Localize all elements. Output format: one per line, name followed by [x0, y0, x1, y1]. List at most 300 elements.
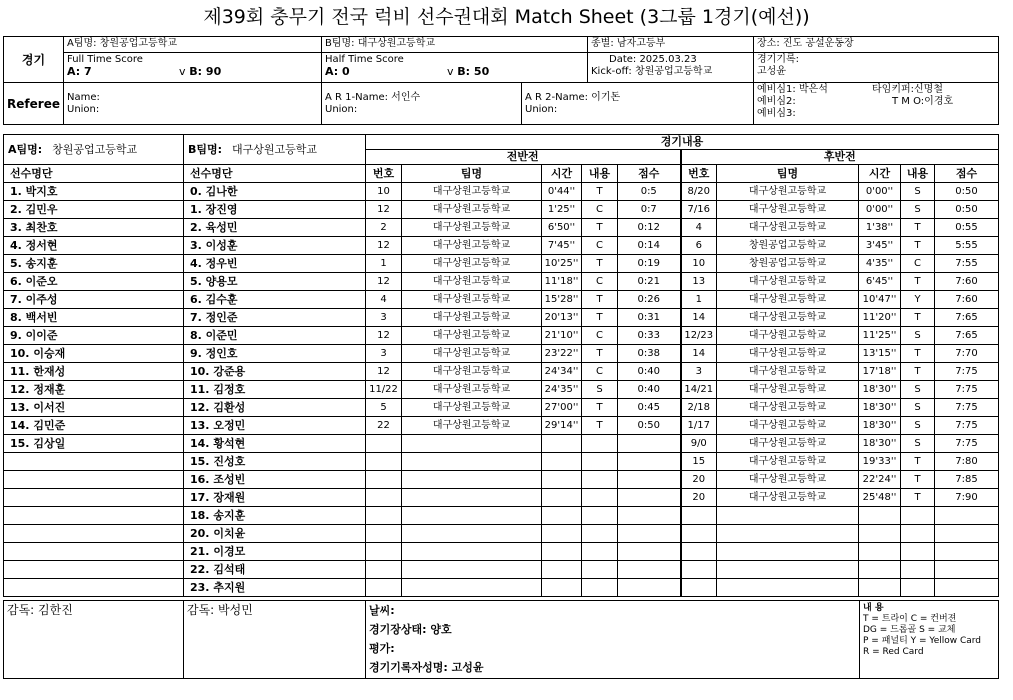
second-half-team	[717, 525, 859, 543]
table-row	[4, 471, 999, 489]
reserve-1: 예비심1: 박은석	[757, 84, 828, 95]
first-half-team	[402, 561, 542, 579]
player-b: 17. 장재원	[184, 489, 366, 507]
first-half-no	[366, 435, 402, 453]
legend-line: DG = 드롭골 S = 교체	[863, 625, 956, 635]
player-b: 13. 오정민	[184, 417, 366, 435]
first-half-time	[542, 471, 582, 489]
second-half-type: C	[901, 255, 935, 273]
first-half-type	[582, 471, 618, 489]
match-sheet-table	[3, 134, 999, 597]
match-header-table	[3, 36, 999, 125]
first-half-time	[542, 507, 582, 525]
player-b: 10. 강준용	[184, 363, 366, 381]
match-date: Date: 2025.03.23	[609, 54, 697, 65]
second-half-score: 7:65	[935, 309, 999, 327]
ar2-union: Union:	[525, 103, 558, 115]
col-no: 번호	[366, 165, 402, 183]
player-b: 12. 김환성	[184, 399, 366, 417]
second-half-no	[681, 525, 717, 543]
player-a	[4, 453, 184, 471]
first-half-type: C	[582, 363, 618, 381]
player-b: 22. 김석태	[184, 561, 366, 579]
player-a: 9. 이이준	[4, 327, 184, 345]
second-half-type: Y	[901, 291, 935, 309]
table-row	[4, 291, 999, 309]
second-half-time	[859, 579, 901, 597]
first-half-no	[366, 579, 402, 597]
category: 종별: 남자고등부	[588, 37, 754, 53]
coach-b: 감독: 박성민	[187, 603, 253, 617]
legend-line: R = Red Card	[863, 647, 924, 657]
first-half-time: 24'35''	[542, 381, 582, 399]
second-half-type	[901, 561, 935, 579]
first-half-score: 0:21	[618, 273, 681, 291]
second-half-score: 7:90	[935, 489, 999, 507]
header-team-a-name: 창원공업고등학교	[99, 38, 177, 49]
second-half-team: 대구상원고등학교	[717, 291, 859, 309]
conditions-cell	[366, 601, 860, 679]
second-half-header: 후반전	[681, 150, 999, 165]
first-half-score	[618, 579, 681, 597]
first-half-type: T	[582, 309, 618, 327]
second-half-type: T	[901, 219, 935, 237]
header-team-b-name: 대구상원고등학교	[357, 38, 436, 49]
first-half-score	[618, 561, 681, 579]
first-half-no	[366, 543, 402, 561]
second-half-time: 0'00''	[859, 201, 901, 219]
first-half-score: 0:45	[618, 399, 681, 417]
table-row	[4, 219, 999, 237]
second-half-score: 0:50	[935, 201, 999, 219]
full-vs: v	[178, 65, 186, 78]
first-half-no: 5	[366, 399, 402, 417]
first-half-score: 0:12	[618, 219, 681, 237]
evaluation: 평가:	[369, 642, 395, 655]
col-type: 내용	[582, 165, 618, 183]
first-half-team	[402, 579, 542, 597]
second-half-no: 20	[681, 489, 717, 507]
second-half-score: 7:75	[935, 363, 999, 381]
second-half-team: 대구상원고등학교	[717, 489, 859, 507]
player-b: 8. 이준민	[184, 327, 366, 345]
table-row	[4, 201, 999, 219]
second-half-no: 14	[681, 345, 717, 363]
second-half-score	[935, 543, 999, 561]
first-half-time: 29'14''	[542, 417, 582, 435]
second-half-team: 대구상원고등학교	[717, 273, 859, 291]
second-half-no: 6	[681, 237, 717, 255]
second-half-no	[681, 561, 717, 579]
half-vs: v	[446, 65, 454, 78]
second-half-team: 대구상원고등학교	[717, 219, 859, 237]
first-half-team: 대구상원고등학교	[402, 363, 542, 381]
second-half-no: 14/21	[681, 381, 717, 399]
player-b: 15. 진성호	[184, 453, 366, 471]
second-half-no: 1	[681, 291, 717, 309]
first-half-type	[582, 543, 618, 561]
second-half-no: 2/18	[681, 399, 717, 417]
player-a: 4. 정서현	[4, 237, 184, 255]
coach-a: 감독: 김한진	[7, 603, 73, 617]
timekeeper: 타임키퍼:신명철	[872, 84, 943, 95]
weather: 날씨:	[369, 604, 395, 617]
first-half-type	[582, 507, 618, 525]
legend-line: P = 패널티 Y = Yellow Card	[863, 636, 982, 646]
table-row	[4, 255, 999, 273]
second-half-team: 대구상원고등학교	[717, 453, 859, 471]
second-half-time: 3'45''	[859, 237, 901, 255]
half-time-score	[322, 53, 588, 83]
player-a	[4, 579, 184, 597]
first-half-score: 0:14	[618, 237, 681, 255]
page-title: 제39회 충무기 전국 럭비 선수권대회 Match Sheet (3그룹 1경기(예선))	[203, 6, 810, 28]
first-half-no: 12	[366, 237, 402, 255]
first-half-time	[542, 525, 582, 543]
player-a: 6. 이준오	[4, 273, 184, 291]
coach-a-cell	[4, 601, 184, 679]
second-half-team	[717, 507, 859, 525]
team-b-cell: B팀명: 대구상원고등학교	[184, 135, 366, 165]
first-half-team: 대구상원고등학교	[402, 309, 542, 327]
table-row	[4, 345, 999, 363]
first-half-score: 0:31	[618, 309, 681, 327]
first-half-type: T	[582, 183, 618, 201]
second-half-team	[717, 579, 859, 597]
first-half-team	[402, 453, 542, 471]
first-half-no: 1	[366, 255, 402, 273]
second-half-score: 7:80	[935, 453, 999, 471]
first-half-score: 0:50	[618, 417, 681, 435]
second-half-no: 10	[681, 255, 717, 273]
first-half-type: T	[582, 399, 618, 417]
first-half-time: 23'22''	[542, 345, 582, 363]
second-half-time: 0'00''	[859, 183, 901, 201]
second-half-score: 7:60	[935, 273, 999, 291]
first-half-type: T	[582, 291, 618, 309]
col-type-2: 내용	[901, 165, 935, 183]
first-half-score	[618, 471, 681, 489]
first-half-team: 대구상원고등학교	[402, 417, 542, 435]
player-b: 16. 조성빈	[184, 471, 366, 489]
table-row	[4, 183, 999, 201]
player-a: 11. 한재성	[4, 363, 184, 381]
player-a	[4, 543, 184, 561]
first-half-no: 4	[366, 291, 402, 309]
second-half-type	[901, 579, 935, 597]
player-b: 2. 육성민	[184, 219, 366, 237]
first-half-type: C	[582, 201, 618, 219]
second-half-type: T	[901, 345, 935, 363]
first-half-score	[618, 435, 681, 453]
table-row	[4, 237, 999, 255]
player-b: 18. 송지훈	[184, 507, 366, 525]
first-half-type	[582, 525, 618, 543]
player-b: 9. 정인호	[184, 345, 366, 363]
second-half-score	[935, 579, 999, 597]
first-half-time: 21'10''	[542, 327, 582, 345]
reserve-3: 예비심3:	[757, 108, 796, 119]
first-half-no: 2	[366, 219, 402, 237]
first-half-type	[582, 579, 618, 597]
second-half-time: 25'48''	[859, 489, 901, 507]
second-half-no: 15	[681, 453, 717, 471]
first-half-time: 7'45''	[542, 237, 582, 255]
full-score-b: B: 90	[189, 65, 222, 78]
player-a	[4, 471, 184, 489]
first-half-type: T	[582, 345, 618, 363]
first-half-type: T	[582, 255, 618, 273]
second-half-score: 7:75	[935, 435, 999, 453]
player-a: 5. 송지훈	[4, 255, 184, 273]
col-team-2: 팀명	[717, 165, 859, 183]
first-half-time: 27'00''	[542, 399, 582, 417]
legend-line: T = 트라이 C = 컨버젼	[863, 614, 957, 624]
second-half-time: 13'15''	[859, 345, 901, 363]
first-half-team: 대구상원고등학교	[402, 201, 542, 219]
first-half-score: 0:40	[618, 381, 681, 399]
second-half-type: T	[901, 453, 935, 471]
first-half-time: 10'25''	[542, 255, 582, 273]
second-half-time: 18'30''	[859, 381, 901, 399]
first-half-no: 10	[366, 183, 402, 201]
col-score: 점수	[618, 165, 681, 183]
player-a	[4, 561, 184, 579]
first-half-type: T	[582, 219, 618, 237]
first-half-type: S	[582, 381, 618, 399]
second-half-time	[859, 507, 901, 525]
ar2-name: A R 2-Name: 이기돈	[525, 91, 621, 103]
second-half-time: 11'25''	[859, 327, 901, 345]
first-half-score: 0:40	[618, 363, 681, 381]
table-row	[4, 309, 999, 327]
first-half-type: T	[582, 417, 618, 435]
first-half-team	[402, 525, 542, 543]
first-half-time: 11'18''	[542, 273, 582, 291]
second-half-no: 14	[681, 309, 717, 327]
first-half-type	[582, 561, 618, 579]
first-half-header: 전반전	[366, 150, 681, 165]
second-half-team: 대구상원고등학교	[717, 309, 859, 327]
second-half-score: 7:65	[935, 327, 999, 345]
table-row	[4, 327, 999, 345]
table-row	[4, 579, 999, 597]
first-half-no: 22	[366, 417, 402, 435]
table-row	[4, 525, 999, 543]
first-half-team: 대구상원고등학교	[402, 219, 542, 237]
first-half-no	[366, 453, 402, 471]
player-a	[4, 489, 184, 507]
date-kickoff	[588, 53, 754, 83]
player-b: 3. 이성훈	[184, 237, 366, 255]
second-half-type: S	[901, 381, 935, 399]
second-half-type: S	[901, 417, 935, 435]
second-half-team: 대구상원고등학교	[717, 183, 859, 201]
table-row	[4, 381, 999, 399]
record-keeper: 경기기록자성명: 고성윤	[369, 661, 484, 674]
first-half-type	[582, 489, 618, 507]
first-half-no	[366, 489, 402, 507]
second-half-score: 7:70	[935, 345, 999, 363]
first-half-no: 12	[366, 327, 402, 345]
second-half-no: 7/16	[681, 201, 717, 219]
player-a: 7. 이주성	[4, 291, 184, 309]
first-half-team: 대구상원고등학교	[402, 381, 542, 399]
first-half-no: 3	[366, 345, 402, 363]
second-half-time	[859, 525, 901, 543]
first-half-type	[582, 435, 618, 453]
second-half-time: 10'47''	[859, 291, 901, 309]
second-half-no: 20	[681, 471, 717, 489]
first-half-time	[542, 435, 582, 453]
first-half-type	[582, 453, 618, 471]
second-half-score	[935, 561, 999, 579]
second-half-type: S	[901, 399, 935, 417]
second-half-time: 18'30''	[859, 417, 901, 435]
roster-a-header: 선수명단	[4, 165, 184, 183]
first-half-score: 0:33	[618, 327, 681, 345]
second-half-type: S	[901, 327, 935, 345]
second-half-score: 7:60	[935, 291, 999, 309]
first-half-no: 3	[366, 309, 402, 327]
col-time-2: 시간	[859, 165, 901, 183]
first-half-type: C	[582, 237, 618, 255]
first-half-score: 0:7	[618, 201, 681, 219]
ar2-cell	[522, 83, 754, 125]
second-half-score: 0:50	[935, 183, 999, 201]
player-a: 3. 최찬호	[4, 219, 184, 237]
first-half-no: 12	[366, 363, 402, 381]
team-b-name: 대구상원고등학교	[232, 143, 318, 156]
legend-title: 내 용	[863, 603, 884, 613]
first-half-no: 11/22	[366, 381, 402, 399]
player-a: 8. 백서빈	[4, 309, 184, 327]
player-a	[4, 507, 184, 525]
first-half-score: 0:19	[618, 255, 681, 273]
second-half-team	[717, 543, 859, 561]
second-half-type	[901, 507, 935, 525]
second-half-team	[717, 561, 859, 579]
first-half-type: C	[582, 327, 618, 345]
second-half-no: 8/20	[681, 183, 717, 201]
second-half-team: 대구상원고등학교	[717, 435, 859, 453]
second-half-type: S	[901, 435, 935, 453]
first-half-team: 대구상원고등학교	[402, 345, 542, 363]
first-half-time: 6'50''	[542, 219, 582, 237]
recorder-label: 경기기록:	[757, 54, 800, 65]
first-half-team	[402, 489, 542, 507]
first-half-type: C	[582, 273, 618, 291]
reserve-2: 예비심2:	[757, 96, 796, 107]
second-half-type: S	[901, 183, 935, 201]
first-half-time: 0'44''	[542, 183, 582, 201]
player-a	[4, 525, 184, 543]
roster-b-header: 선수명단	[184, 165, 366, 183]
legend-cell	[860, 601, 999, 679]
second-half-team: 대구상원고등학교	[717, 363, 859, 381]
content-header: 경기내용	[366, 135, 999, 150]
second-half-team: 대구상원고등학교	[717, 327, 859, 345]
col-score-2: 점수	[935, 165, 999, 183]
first-half-team: 대구상원고등학교	[402, 273, 542, 291]
first-half-team: 대구상원고등학교	[402, 255, 542, 273]
first-half-team	[402, 435, 542, 453]
second-half-score: 7:85	[935, 471, 999, 489]
first-half-no	[366, 507, 402, 525]
second-half-type: S	[901, 201, 935, 219]
second-half-type: T	[901, 489, 935, 507]
table-row	[4, 399, 999, 417]
second-half-time: 22'24''	[859, 471, 901, 489]
team-a-name: 창원공업고등학교	[52, 143, 138, 156]
ar1-name: A R 1-Name: 서인수	[325, 91, 421, 103]
first-half-team: 대구상원고등학교	[402, 399, 542, 417]
second-half-score: 7:75	[935, 381, 999, 399]
second-half-score: 7:75	[935, 399, 999, 417]
second-half-no: 9/0	[681, 435, 717, 453]
first-half-score	[618, 525, 681, 543]
first-half-time: 1'25''	[542, 201, 582, 219]
first-half-time: 24'34''	[542, 363, 582, 381]
first-half-no: 12	[366, 273, 402, 291]
second-half-no: 3	[681, 363, 717, 381]
second-half-team: 창원공업고등학교	[717, 237, 859, 255]
full-time-label: Full Time Score	[67, 54, 143, 65]
second-half-type: T	[901, 273, 935, 291]
half-time-label: Half Time Score	[325, 54, 404, 65]
second-half-no: 13	[681, 273, 717, 291]
first-half-time	[542, 453, 582, 471]
half-score-a: A: 0	[325, 65, 350, 78]
player-b: 0. 김나한	[184, 183, 366, 201]
team-a-cell: A팀명: 창원공업고등학교	[4, 135, 184, 165]
full-time-score	[64, 53, 322, 83]
second-half-score: 5:55	[935, 237, 999, 255]
first-half-time	[542, 561, 582, 579]
second-half-type: T	[901, 471, 935, 489]
table-row	[4, 363, 999, 381]
first-half-time	[542, 543, 582, 561]
header-team-b: B팀명: 대구상원고등학교	[322, 37, 588, 53]
player-b: 11. 김정호	[184, 381, 366, 399]
half-score-b: B: 50	[457, 65, 490, 78]
second-half-team: 대구상원고등학교	[717, 417, 859, 435]
second-half-type	[901, 525, 935, 543]
kickoff: Kick-off: 창원공업고등학교	[591, 66, 713, 77]
player-b: 7. 정인준	[184, 309, 366, 327]
match-label: 경기	[4, 37, 64, 83]
col-time: 시간	[542, 165, 582, 183]
first-half-score	[618, 543, 681, 561]
first-half-no: 12	[366, 201, 402, 219]
second-half-score: 0:55	[935, 219, 999, 237]
player-a: 2. 김민우	[4, 201, 184, 219]
officials-cell	[754, 83, 999, 125]
first-half-time	[542, 489, 582, 507]
player-b: 23. 추지원	[184, 579, 366, 597]
recorder-name: 고성윤	[757, 66, 786, 77]
first-half-no	[366, 471, 402, 489]
second-half-team: 대구상원고등학교	[717, 345, 859, 363]
second-half-time: 1'38''	[859, 219, 901, 237]
first-half-score	[618, 453, 681, 471]
first-half-team: 대구상원고등학교	[402, 237, 542, 255]
first-half-score	[618, 489, 681, 507]
first-half-team	[402, 471, 542, 489]
first-half-time: 15'28''	[542, 291, 582, 309]
first-half-time	[542, 579, 582, 597]
full-score-a: A: 7	[67, 65, 92, 78]
